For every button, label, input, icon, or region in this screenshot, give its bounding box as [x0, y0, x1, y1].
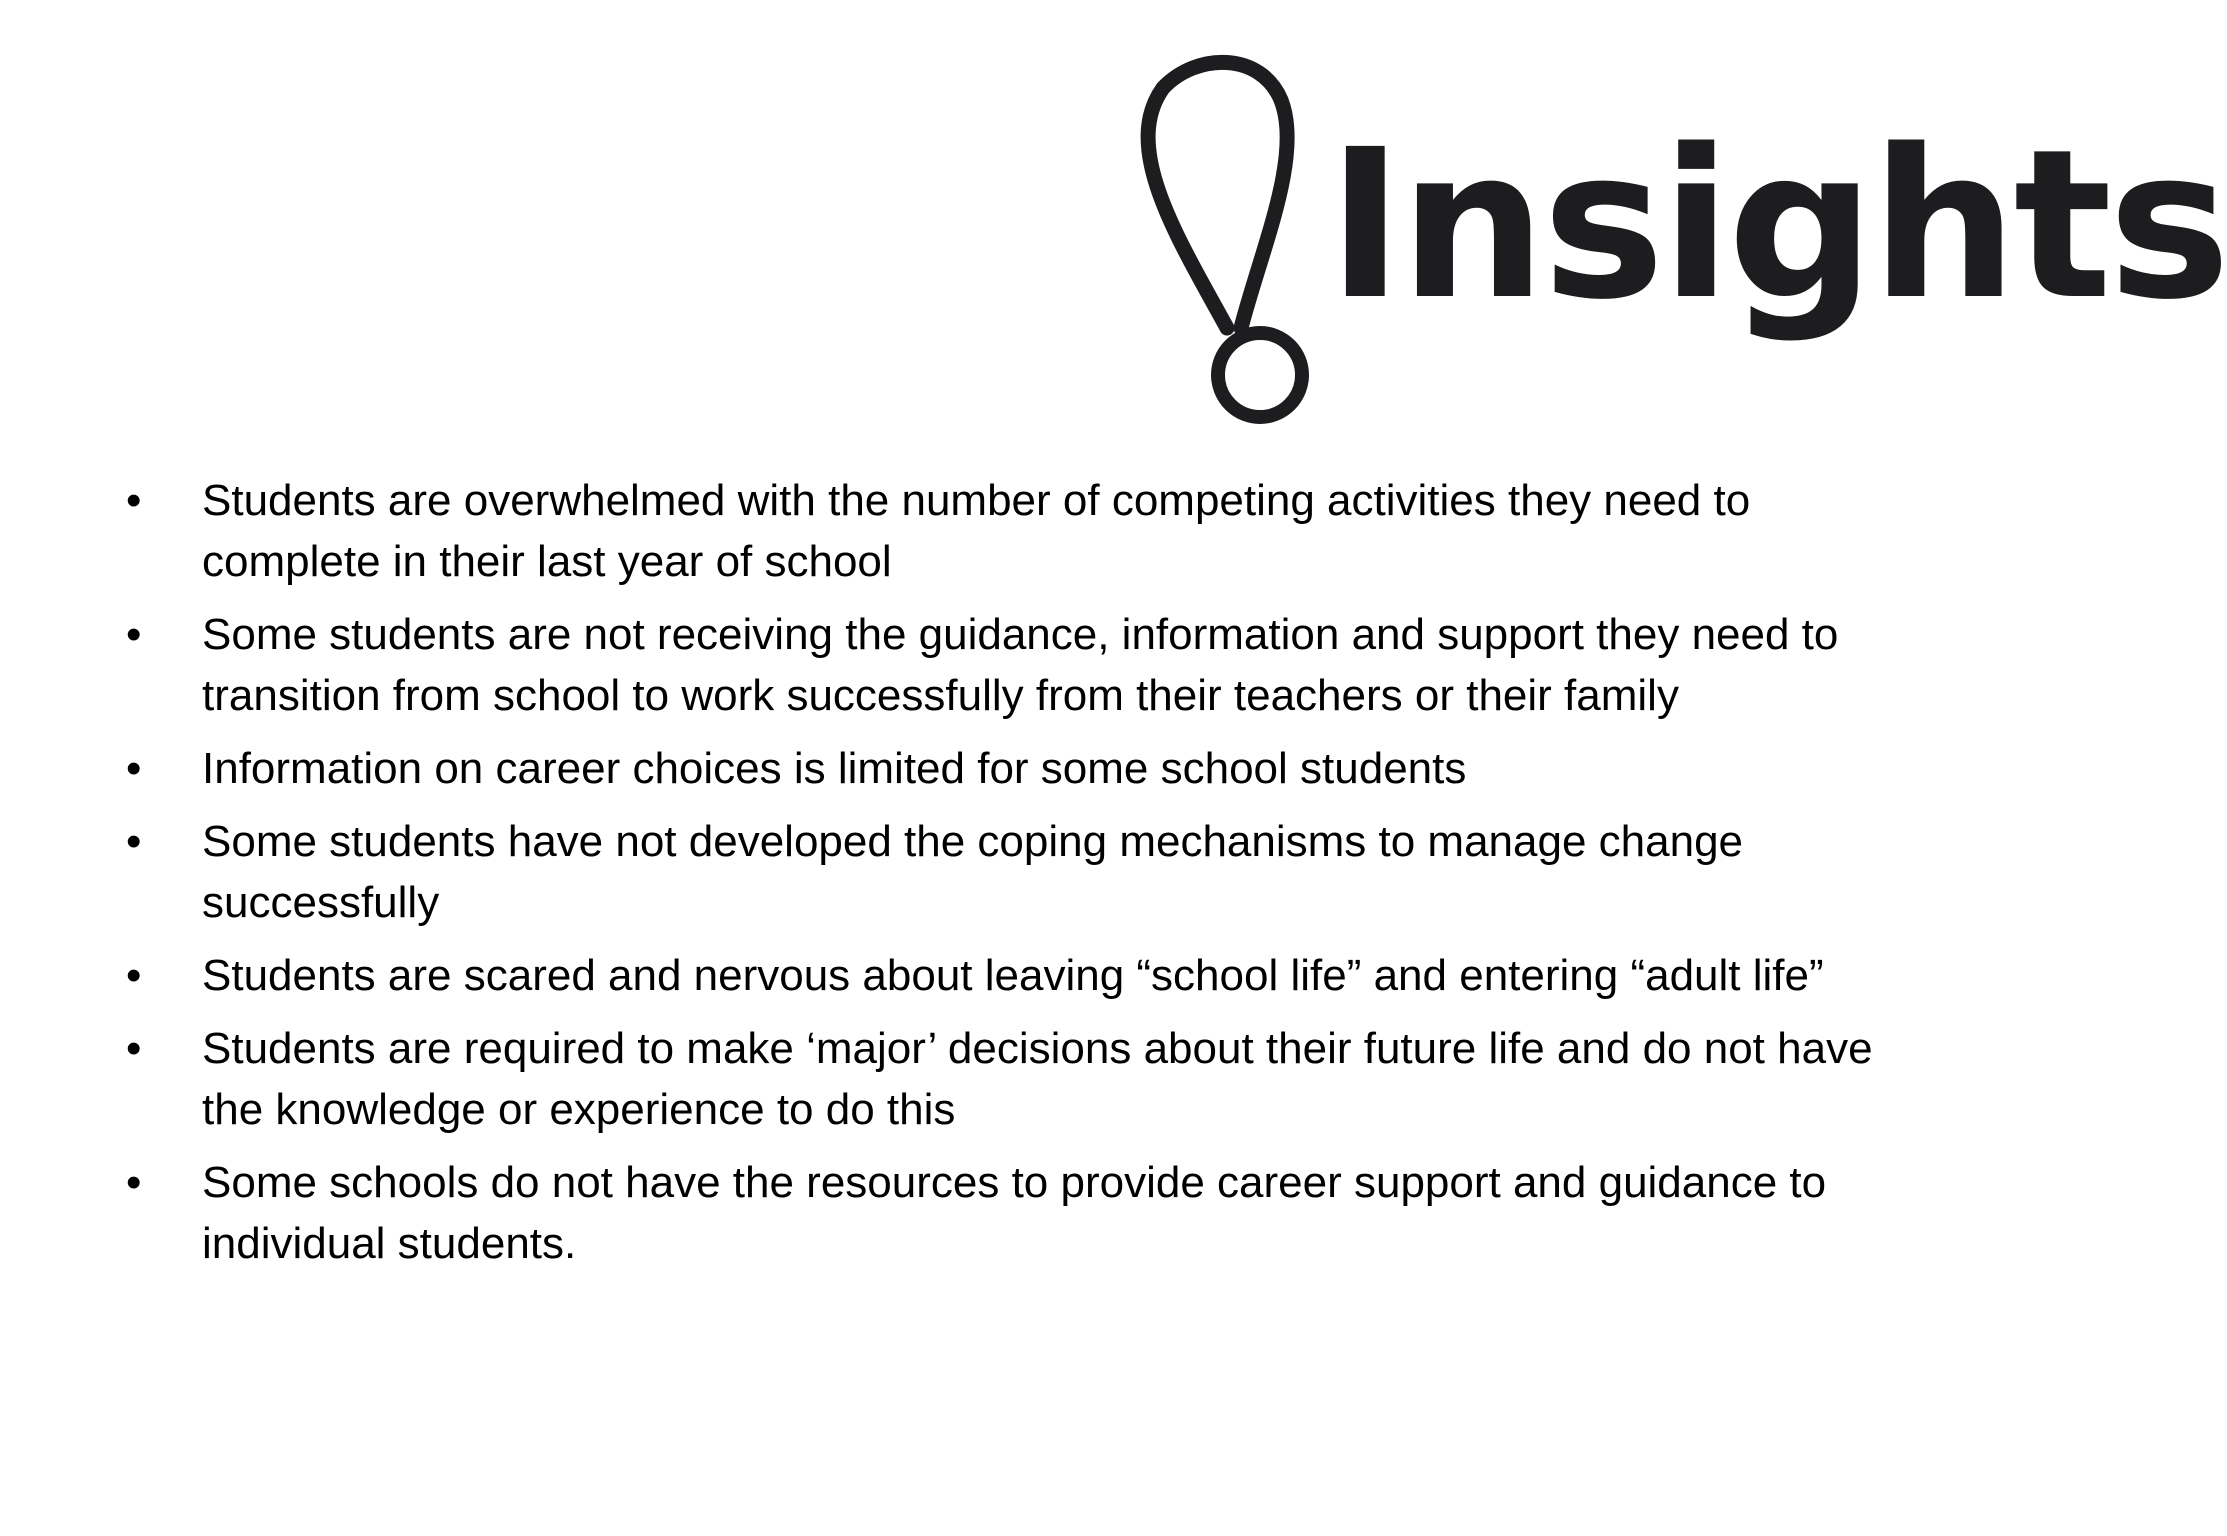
list-item — [120, 470, 1940, 592]
list-item — [120, 738, 1940, 799]
bullet-icon: • — [126, 1024, 142, 1073]
bullet-icon: • — [126, 744, 142, 793]
list-item — [120, 604, 1940, 726]
bullet-text: Students are scared and nervous about leaving “school life” and entering “adult life” — [202, 951, 1824, 1000]
bullet-text: Information on career choices is limited for some school students — [202, 744, 1467, 793]
insights-logo — [1135, 60, 2227, 440]
list-item — [120, 811, 1940, 933]
insights-bullet-list — [120, 470, 1940, 1286]
bullet-text: Some students are not receiving the guidance, information and support they need to transition from school to work successfully from their teachers or their family — [202, 610, 1839, 720]
bullet-text: Students are overwhelmed with the number of competing activities they need to complete in their last year of school — [202, 476, 1751, 586]
list-item — [120, 1152, 1940, 1274]
bullet-text: Students are required to make ‘major’ decisions about their future life and do not have the knowledge or experience to do this — [202, 1024, 1873, 1134]
list-item — [120, 1018, 1940, 1140]
bullet-icon: • — [126, 1158, 142, 1207]
bullet-icon: • — [126, 610, 142, 659]
bullet-text: Some students have not developed the coping mechanisms to manage change successfully — [202, 817, 1744, 927]
bullet-icon: • — [126, 951, 142, 1000]
bullet-text: Some schools do not have the resources to provide career support and guidance to individual students. — [202, 1158, 1827, 1268]
exclamation-mark-icon — [1135, 60, 1335, 430]
bullet-icon: • — [126, 817, 142, 866]
bullet-icon: • — [126, 476, 142, 525]
list-item — [120, 945, 1940, 1006]
logo-wordmark: Insights — [1327, 105, 2227, 345]
